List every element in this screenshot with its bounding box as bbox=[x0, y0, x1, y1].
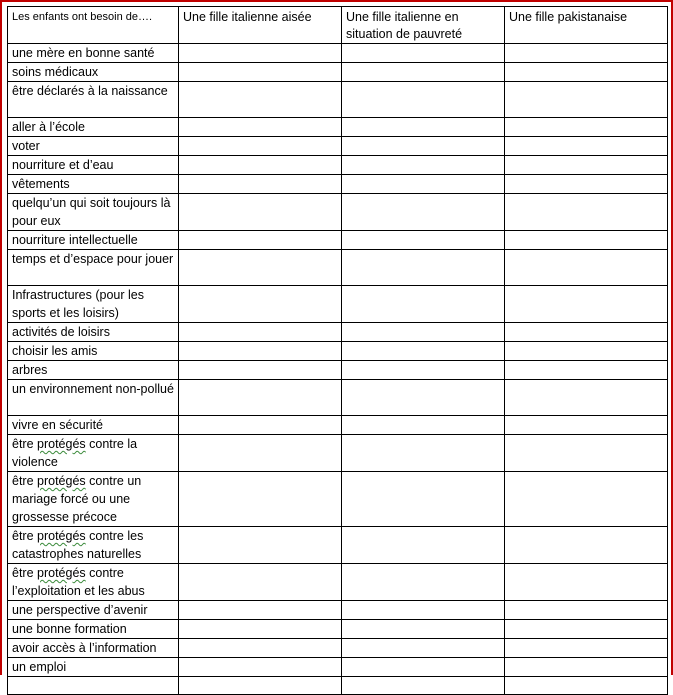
cell-pakistani-girl[interactable] bbox=[505, 82, 668, 118]
row-label: une bonne formation bbox=[8, 620, 179, 639]
cell-pakistani-girl[interactable] bbox=[505, 175, 668, 194]
cell-poor-italian-girl[interactable] bbox=[342, 63, 505, 82]
table-row-empty bbox=[8, 677, 668, 695]
table-row bbox=[8, 175, 668, 194]
cell-poor-italian-girl[interactable] bbox=[342, 231, 505, 250]
table-row bbox=[8, 416, 668, 435]
table-row bbox=[8, 118, 668, 137]
row-label: temps et d’espace pour jouer bbox=[8, 250, 179, 286]
table-row bbox=[8, 44, 668, 63]
cell-poor-italian-girl[interactable] bbox=[342, 286, 505, 323]
empty-cell[interactable] bbox=[505, 677, 668, 695]
cell-wealthy-italian-girl[interactable] bbox=[179, 564, 342, 601]
row-label: quelqu’un qui soit toujours là pour eux bbox=[8, 194, 179, 231]
cell-pakistani-girl[interactable] bbox=[505, 137, 668, 156]
cell-poor-italian-girl[interactable] bbox=[342, 639, 505, 658]
cell-wealthy-italian-girl[interactable] bbox=[179, 472, 342, 527]
cell-wealthy-italian-girl[interactable] bbox=[179, 231, 342, 250]
cell-wealthy-italian-girl[interactable] bbox=[179, 286, 342, 323]
cell-wealthy-italian-girl[interactable] bbox=[179, 194, 342, 231]
table-row bbox=[8, 137, 668, 156]
row-label: être protégés contre la violence bbox=[8, 435, 179, 472]
row-label: Infrastructures (pour les sports et les loisirs) bbox=[8, 286, 179, 323]
cell-poor-italian-girl[interactable] bbox=[342, 620, 505, 639]
table-row bbox=[8, 380, 668, 416]
row-label: soins médicaux bbox=[8, 63, 179, 82]
cell-poor-italian-girl[interactable] bbox=[342, 82, 505, 118]
cell-poor-italian-girl[interactable] bbox=[342, 380, 505, 416]
cell-wealthy-italian-girl[interactable] bbox=[179, 620, 342, 639]
cell-poor-italian-girl[interactable] bbox=[342, 156, 505, 175]
table-row bbox=[8, 601, 668, 620]
empty-cell[interactable] bbox=[342, 677, 505, 695]
row-label: voter bbox=[8, 137, 179, 156]
cell-wealthy-italian-girl[interactable] bbox=[179, 250, 342, 286]
cell-pakistani-girl[interactable] bbox=[505, 361, 668, 380]
cell-poor-italian-girl[interactable] bbox=[342, 361, 505, 380]
cell-wealthy-italian-girl[interactable] bbox=[179, 82, 342, 118]
row-label: choisir les amis bbox=[8, 342, 179, 361]
row-label: un environnement non-pollué bbox=[8, 380, 179, 416]
cell-poor-italian-girl[interactable] bbox=[342, 658, 505, 677]
table-row bbox=[8, 658, 668, 677]
row-label: nourriture et d’eau bbox=[8, 156, 179, 175]
cell-pakistani-girl[interactable] bbox=[505, 323, 668, 342]
row-label: être protégés contre l’exploitation et les abus bbox=[8, 564, 179, 601]
empty-cell[interactable] bbox=[179, 677, 342, 695]
cell-poor-italian-girl[interactable] bbox=[342, 527, 505, 564]
column-header-pakistani-girl: Une fille pakistanaise bbox=[505, 7, 668, 44]
row-label: vivre en sécurité bbox=[8, 416, 179, 435]
table-row bbox=[8, 361, 668, 380]
cell-pakistani-girl[interactable] bbox=[505, 639, 668, 658]
table-row bbox=[8, 231, 668, 250]
cell-wealthy-italian-girl[interactable] bbox=[179, 658, 342, 677]
cell-wealthy-italian-girl[interactable] bbox=[179, 527, 342, 564]
cell-wealthy-italian-girl[interactable] bbox=[179, 416, 342, 435]
cell-poor-italian-girl[interactable] bbox=[342, 323, 505, 342]
row-label: être protégés contre les catastrophes naturelles bbox=[8, 527, 179, 564]
table-row bbox=[8, 323, 668, 342]
cell-wealthy-italian-girl[interactable] bbox=[179, 323, 342, 342]
cell-poor-italian-girl[interactable] bbox=[342, 44, 505, 63]
cell-poor-italian-girl[interactable] bbox=[342, 175, 505, 194]
row-label: avoir accès à l’information bbox=[8, 639, 179, 658]
row-label: nourriture intellectuelle bbox=[8, 231, 179, 250]
row-label: aller à l’école bbox=[8, 118, 179, 137]
table-row bbox=[8, 342, 668, 361]
table-row bbox=[8, 527, 668, 564]
table-row bbox=[8, 639, 668, 658]
table-row bbox=[8, 82, 668, 118]
row-label: une perspective d’avenir bbox=[8, 601, 179, 620]
row-label: être protégés contre un mariage forcé ou une grossesse précoce bbox=[8, 472, 179, 527]
cell-wealthy-italian-girl[interactable] bbox=[179, 118, 342, 137]
cell-pakistani-girl[interactable] bbox=[505, 286, 668, 323]
cell-pakistani-girl[interactable] bbox=[505, 380, 668, 416]
cell-poor-italian-girl[interactable] bbox=[342, 564, 505, 601]
table-header-row bbox=[8, 7, 668, 44]
cell-poor-italian-girl[interactable] bbox=[342, 118, 505, 137]
cell-wealthy-italian-girl[interactable] bbox=[179, 361, 342, 380]
cell-poor-italian-girl[interactable] bbox=[342, 342, 505, 361]
table-row bbox=[8, 472, 668, 527]
row-label: une mère en bonne santé bbox=[8, 44, 179, 63]
cell-pakistani-girl[interactable] bbox=[505, 658, 668, 677]
row-label: activités de loisirs bbox=[8, 323, 179, 342]
row-label: vêtements bbox=[8, 175, 179, 194]
cell-pakistani-girl[interactable] bbox=[505, 342, 668, 361]
table-row bbox=[8, 435, 668, 472]
cell-wealthy-italian-girl[interactable] bbox=[179, 380, 342, 416]
cell-poor-italian-girl[interactable] bbox=[342, 416, 505, 435]
row-label: arbres bbox=[8, 361, 179, 380]
cell-pakistani-girl[interactable] bbox=[505, 435, 668, 472]
cell-pakistani-girl[interactable] bbox=[505, 44, 668, 63]
cell-pakistani-girl[interactable] bbox=[505, 472, 668, 527]
cell-pakistani-girl[interactable] bbox=[505, 194, 668, 231]
table-row bbox=[8, 286, 668, 323]
cell-pakistani-girl[interactable] bbox=[505, 231, 668, 250]
cell-wealthy-italian-girl[interactable] bbox=[179, 156, 342, 175]
table-row bbox=[8, 620, 668, 639]
cell-poor-italian-girl[interactable] bbox=[342, 435, 505, 472]
cell-poor-italian-girl[interactable] bbox=[342, 601, 505, 620]
table-row bbox=[8, 194, 668, 231]
cell-wealthy-italian-girl[interactable] bbox=[179, 342, 342, 361]
cell-pakistani-girl[interactable] bbox=[505, 601, 668, 620]
cell-poor-italian-girl[interactable] bbox=[342, 472, 505, 527]
cell-pakistani-girl[interactable] bbox=[505, 118, 668, 137]
cell-pakistani-girl[interactable] bbox=[505, 416, 668, 435]
table-row bbox=[8, 250, 668, 286]
cell-poor-italian-girl[interactable] bbox=[342, 194, 505, 231]
cell-pakistani-girl[interactable] bbox=[505, 527, 668, 564]
table-row bbox=[8, 156, 668, 175]
table-row bbox=[8, 63, 668, 82]
cell-pakistani-girl[interactable] bbox=[505, 63, 668, 82]
cell-wealthy-italian-girl[interactable] bbox=[179, 175, 342, 194]
cell-wealthy-italian-girl[interactable] bbox=[179, 44, 342, 63]
row-label: être déclarés à la naissance bbox=[8, 82, 179, 118]
table-row bbox=[8, 564, 668, 601]
cell-poor-italian-girl[interactable] bbox=[342, 137, 505, 156]
cell-wealthy-italian-girl[interactable] bbox=[179, 601, 342, 620]
row-label: un emploi bbox=[8, 658, 179, 677]
cell-wealthy-italian-girl[interactable] bbox=[179, 639, 342, 658]
cell-pakistani-girl[interactable] bbox=[505, 156, 668, 175]
cell-wealthy-italian-girl[interactable] bbox=[179, 137, 342, 156]
column-header-poor-italian-girl: Une fille italienne en situation de pauvreté bbox=[342, 7, 505, 44]
cell-poor-italian-girl[interactable] bbox=[342, 250, 505, 286]
cell-pakistani-girl[interactable] bbox=[505, 564, 668, 601]
empty-cell[interactable] bbox=[8, 677, 179, 695]
cell-pakistani-girl[interactable] bbox=[505, 250, 668, 286]
cell-wealthy-italian-girl[interactable] bbox=[179, 435, 342, 472]
column-header-wealthy-italian-girl: Une fille italienne aisée bbox=[179, 7, 342, 44]
needs-comparison-table bbox=[7, 6, 668, 695]
column-header-needs: Les enfants ont besoin de…. bbox=[8, 7, 179, 44]
cell-pakistani-girl[interactable] bbox=[505, 620, 668, 639]
cell-wealthy-italian-girl[interactable] bbox=[179, 63, 342, 82]
